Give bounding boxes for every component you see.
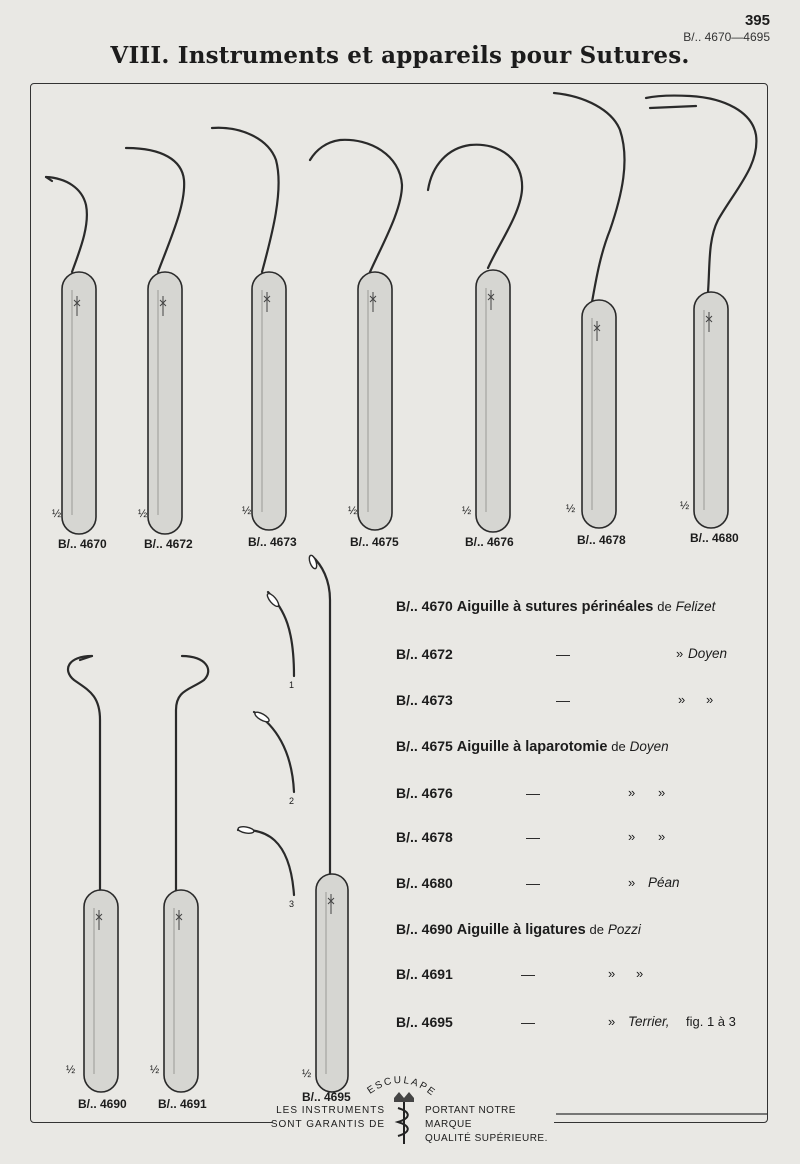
item-code: B/.. 4690 — [396, 921, 453, 937]
catalog-row: B/.. 4680 — » Péan — [396, 875, 680, 891]
scale-mark: ½ — [66, 1064, 76, 1076]
footer-guarantee: LES INSTRUMENTS SONT GARANTIS DE — [270, 1105, 385, 1130]
catalog-row: B/.. 4691 — » » — [396, 966, 644, 982]
item-author: Péan — [648, 875, 680, 890]
scale-mark: ½ — [242, 505, 252, 517]
catalog-row: B/.. 4678 — » » — [396, 829, 666, 845]
item-code: B/.. 4670 — [396, 598, 453, 614]
page-title: VIII. Instruments et appareils pour Sutures. — [110, 42, 690, 69]
catalog-row: B/.. 4670 Aiguille à sutures périnéales de Felizet — [396, 598, 716, 615]
item-code: B/.. 4678 — [396, 829, 453, 845]
item-code: B/.. 4691 — [396, 966, 453, 982]
item-author: Doyen — [629, 739, 669, 754]
figure-number: 2 — [289, 796, 295, 806]
needle-4672-drawing — [126, 148, 184, 534]
scale-mark: ½ — [138, 508, 148, 520]
item-author: Terrier, — [628, 1014, 670, 1029]
item-author: Doyen — [688, 646, 728, 661]
instrument-label: B/.. 4675 — [350, 535, 399, 549]
needle-4695-drawing — [308, 554, 348, 1092]
caduceus-logo-icon — [389, 1090, 419, 1146]
brand-name: ESCULAPE — [365, 1074, 439, 1100]
needle-fig-2-drawing — [254, 710, 294, 792]
needle-fig-3-drawing — [238, 826, 294, 895]
item-code: B/.. 4680 — [396, 875, 453, 891]
item-author: Pozzi — [607, 922, 641, 937]
needle-4680-drawing — [646, 96, 756, 528]
instrument-label: B/.. 4678 — [577, 533, 626, 547]
instrument-label: B/.. 4676 — [465, 535, 514, 549]
page-range: B/.. 4670—4695 — [683, 30, 770, 44]
scale-mark: ½ — [566, 503, 576, 515]
scale-mark: ½ — [302, 1068, 312, 1080]
needle-4675-drawing — [310, 140, 402, 530]
catalog-row: B/.. 4676 — » » — [396, 785, 666, 801]
needle-fig-1-drawing — [266, 592, 294, 676]
catalog-row: B/.. 4675 Aiguille à laparotomie de Doyen — [396, 738, 669, 755]
instrument-label: B/.. 4691 — [158, 1097, 207, 1111]
item-description: Aiguille à ligatures — [456, 922, 586, 938]
instrument-label: B/.. 4670 — [58, 537, 107, 551]
needle-4673-drawing — [212, 128, 286, 530]
instrument-label: B/.. 4690 — [78, 1097, 127, 1111]
item-code: B/.. 4673 — [396, 692, 453, 708]
scale-mark: ½ — [52, 508, 62, 520]
catalog-row: B/.. 4672 — » Doyen — [396, 646, 728, 662]
needle-4690-drawing — [68, 656, 118, 1092]
item-description: Aiguille à laparotomie — [456, 739, 608, 755]
item-author: Felizet — [675, 599, 716, 614]
figure-number: 1 — [289, 680, 295, 690]
scale-mark: ½ — [462, 505, 472, 517]
instrument-label: B/.. 4680 — [690, 531, 739, 545]
item-code: B/.. 4695 — [396, 1014, 453, 1030]
scale-mark: ½ — [680, 500, 690, 512]
catalog-row: B/.. 4673 — » » — [396, 692, 714, 708]
scale-mark: ½ — [150, 1064, 160, 1076]
instrument-label: B/.. 4673 — [248, 535, 297, 549]
instrument-label: B/.. 4695 — [302, 1090, 351, 1104]
item-description: Aiguille à sutures périnéales — [456, 599, 654, 615]
instrument-label: B/.. 4672 — [144, 537, 193, 551]
needle-4676-drawing — [428, 145, 522, 532]
item-code: B/.. 4676 — [396, 785, 453, 801]
figure-number: 3 — [289, 899, 295, 909]
needle-4670-drawing — [46, 177, 96, 534]
footer-quality: PORTANT NOTRE MARQUE QUALITÉ SUPÉRIEURE. — [425, 1105, 548, 1144]
scale-mark: ½ — [348, 505, 358, 517]
needle-4678-drawing — [554, 93, 625, 528]
item-code: B/.. 4675 — [396, 738, 453, 754]
needle-4691-drawing — [164, 656, 208, 1092]
catalog-row: B/.. 4690 Aiguille à ligatures de Pozzi — [396, 921, 641, 938]
page-number: 395 — [744, 12, 770, 29]
item-code: B/.. 4672 — [396, 646, 453, 662]
catalog-row: B/.. 4695 — » Terrier, fig. 1 à 3 — [396, 1014, 736, 1030]
